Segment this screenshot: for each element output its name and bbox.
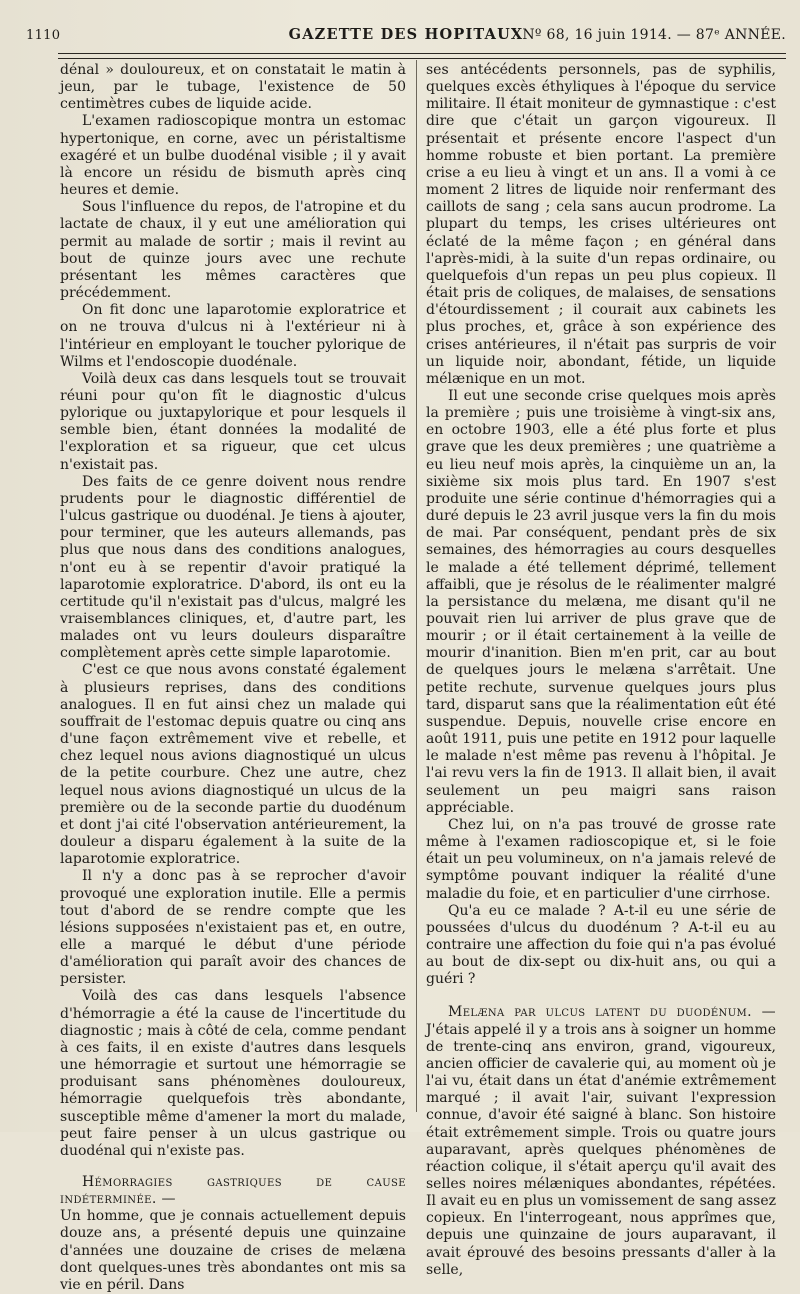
section-heading: Hémorragies gastriques de cause indéterminée. —: [60, 1174, 406, 1208]
column-divider: [416, 60, 417, 1112]
paragraph: Voilà des cas dans lesquels l'absence d'hémorragie a été la cause de l'incertitude du diagnostic ; mais à côté de cela, comme pendant à ces faits, il en existe d'autres dans lesquels une hémorragie et surtout une hémorragie se produisant sans phénomènes douloureux, hémorragie quelquefois très abondante, susceptible même d'amener la mort du malade, peut faire penser à un ulcus gastrique ou duodénal qui n'existe pas.: [60, 988, 406, 1159]
paragraph: L'examen radioscopique montra un estomac hypertonique, en corne, avec un péristaltisme exagéré et un bulbe duodénal visible ; il y avait là encore un résidu de bismuth après cinq heures et demie.: [60, 113, 406, 199]
page-header: [26, 26, 786, 46]
header-rule: [58, 53, 786, 59]
page-number: 1110: [26, 28, 61, 43]
paragraph: Un homme, que je connais actuellement depuis douze ans, a présenté depuis une quinzaine d'années une douzaine de crises de melæna dont quelques-unes très abondantes ont mis sa vie en péril. Dans: [60, 1208, 406, 1293]
paragraph: Il n'y a donc pas à se reprocher d'avoir provoqué une exploration inutile. Elle a permis tout d'abord de se rendre compte que les lésions supposées n'existaient pas et, en outre, elle a marqué le début d'une période d'amélioration qui paraît avoir des chances de persister.: [60, 868, 406, 988]
paragraph-text: J'étais appelé il y a trois ans à soigner un homme de trente-cinq ans environ, grand, vigoureux, ancien officier de cavalerie qui, au moment où je l'ai vu, était dans un état d'anémie extrêmement marqué ; il avait l'air, suivant l'expression connue, d'avoir été saigné à blanc. Son histoire était extrêmement simple. Trois ou quatre jours auparavant, après quelques phénomènes de réaction colique, il s'était aperçu qu'il avait des selles noires mélæniques abondantes, répétées. Il avait eu en plus un vomissement de sang assez copieux. En l'interrogeant, nous apprîmes que, depuis une quinzaine de jours auparavant, il avait éprouvé des besoins pressants d'aller à la selle,: [426, 1021, 776, 1278]
paragraph: C'est ce que nous avons constaté également à plusieurs reprises, dans des conditions analogues. Il en fut ainsi chez un malade qui souffrait de l'estomac depuis quatre ou cinq ans d'une façon extrêmement vive et rebelle, et chez lequel nous avions diagnostiqué un ulcus de la petite courbure. Chez une autre, chez lequel nous avions diagnostiqué un ulcus de la première ou de la seconde partie du duodénum et dont j'ai cité l'observation antérieurement, la douleur a disparu également à la suite de la laparotomie exploratrice.: [60, 662, 406, 868]
left-column: [60, 62, 406, 1294]
paragraph: dénal » douloureux, et on constatait le matin à jeun, par le tubage, l'existence de 50 centimètres cubes de liquide acide.: [60, 62, 406, 113]
paragraph: On fit donc une laparotomie exploratrice et on ne trouva d'ulcus ni à l'extérieur ni à l'intérieur en employant le toucher pylorique de Wilms et l'endoscopie duodénale.: [60, 302, 406, 370]
journal-title: GAZETTE DES HOPITAUX: [288, 26, 524, 43]
paragraph: Qu'a eu ce malade ? A-t-il eu une série de poussées d'ulcus du duodénum ? A-t-il eu au contraire une affection du foie qui n'a pas évolué au bout de dix-sept ou dix-huit ans, ou qui a guéri ?: [426, 902, 776, 988]
paragraph: Sous l'influence du repos, de l'atropine et du lactate de chaux, il y eut une amélioration qui permit au malade de sortir ; mais il revint au bout de quinze jours avec une rechute présentant les mêmes caractères que précédemment.: [60, 199, 406, 302]
paragraph: ses antécédents personnels, pas de syphilis, quelques excès éthyliques à l'époque du service militaire. Il était moniteur de gymnastique : c'est dire que c'était un garçon vigoureux. Il présentait et présente encore l'aspect d'un homme robuste et bien portant. La première crise a eu lieu à vingt et un ans. Il a vomi à ce moment 2 litres de liquide noir renfermant des caillots de sang ; cela sans aucun prodrome. La plupart du temps, les crises ultérieures ont éclaté de la même façon ; en général dans l'après-midi, à la suite d'un repas ordinaire, ou quelquefois d'un repas un peu plus copieux. Il était pris de coliques, de malaises, de sensations d'étourdissement ; il courait aux cabinets les plus proches, et, grâce à son expérience des crises antérieures, il n'était pas surpris de voir un liquide noir, abondant, fétide, un liquide mélænique en un mot.: [426, 62, 776, 387]
paragraph: Chez lui, on n'a pas trouvé de grosse rate même à l'examen radioscopique et, si le foie était un peu volumineux, on n'a jamais relevé de symptôme pouvant indiquer la réalité d'une maladie du foie, et en particulier d'une cirrhose.: [426, 816, 776, 902]
issue-info: Nº 68, 16 juin 1914. — 87ᵉ ANNÉE.: [522, 27, 786, 43]
paragraph: Voilà deux cas dans lesquels tout se trouvait réuni pour qu'on fît le diagnostic d'ulcus pylorique ou juxtapylorique et pour lesquels il semble bien, étant données la modalité de l'exploration et sa rigueur, que cet ulcus n'existait pas.: [60, 370, 406, 473]
paragraph: Des faits de ce genre doivent nous rendre prudents pour le diagnostic différentiel de l'ulcus gastrique ou duodénal. Je tiens à ajouter, pour terminer, que les auteurs allemands, pas plus que nous dans des conditions analogues, n'ont eu à se repentir d'avoir pratiqué la laparotomie exploratrice. D'abord, ils ont eu la certitude qu'il n'existait pas d'ulcus, malgré les vraisemblances cliniques, et, d'autre part, les malades ont vu leurs douleurs disparaître complètement après cette simple laparotomie.: [60, 473, 406, 662]
section-paragraph: [426, 1004, 776, 1279]
section-heading: Melæna par ulcus latent du duodénum. —: [448, 1004, 776, 1021]
paragraph: Il eut une seconde crise quelques mois après la première ; puis une troisième à vingt-six ans, en octobre 1903, elle a été plus forte et plus grave que les deux premières ; une quatrième a eu lieu neuf mois après, la cinquième un an, la sixième six mois plus tard. En 1907 s'est produite une série continue d'hémorragies qui a duré depuis le 23 avril jusque vers la fin du mois de mai. Par conséquent, pendant près de six semaines, des hémorragies au cours desquelles le malade a été tellement déprimé, tellement affaibli, que je résolus de le réalimenter malgré la persistance du melæna, me disant qu'il ne pouvait rien lui arriver de plus grave que de mourir ; or il était certainement à la veille de mourir d'inanition. Bien m'en prit, car au bout de quelques jours le melæna s'arrêtait. Une petite rechute, survenue quelques jours plus tard, disparut sans que la réalimentation eût été suspendue. Depuis, nouvelle crise encore en août 1911, puis une petite en 1912 pour laquelle le malade n'est même pas revenu à l'hôpital. Je l'ai revu vers la fin de 1913. Il allait bien, il avait seulement un peu maigri sans raison appréciable.: [426, 387, 776, 816]
section-paragraph: [60, 1174, 406, 1208]
right-column: [426, 62, 776, 1279]
